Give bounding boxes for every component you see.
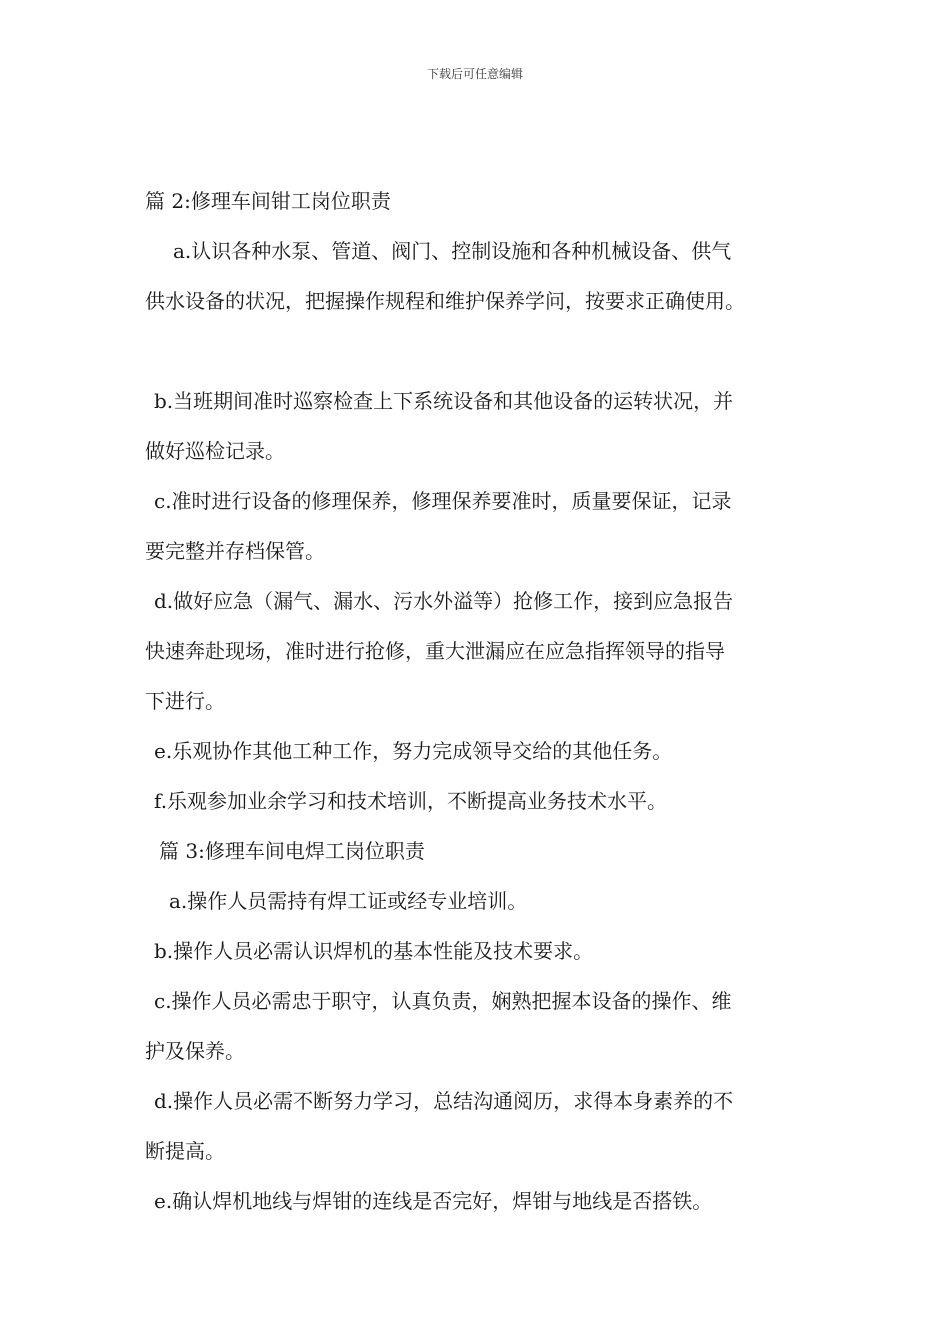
paragraph-line: e.确认焊机地线与焊钳的连线是否完好，焊钳与地线是否搭铁。: [154, 1189, 713, 1213]
paragraph-line: a.认识各种水泵、管道、阀门、控制设施和各种机械设备、供气: [173, 239, 732, 263]
section-heading-3: 篇 3:修理车间电焊工岗位职责: [159, 839, 425, 863]
paragraph-line: b.当班期间准时巡察检查上下系统设备和其他设备的运转状况，并: [154, 389, 734, 413]
document-body: [145, 176, 825, 1226]
paragraph-line: d.做好应急（漏气、漏水、污水外溢等）抢修工作，接到应急报告: [154, 589, 734, 613]
paragraph-line: d.操作人员必需不断努力学习，总结沟通阅历，求得本身素养的不: [154, 1089, 734, 1113]
paragraph-line: 下进行。: [145, 689, 225, 713]
section-heading-2: 篇 2:修理车间钳工岗位职责: [145, 189, 391, 213]
paragraph-line: 供水设备的状况，把握操作规程和维护保养学问，按要求正确使用。: [145, 289, 745, 313]
page-header-note: 下载后可任意编辑: [426, 67, 523, 81]
paragraph-line: c.准时进行设备的修理保养，修理保养要准时，质量要保证，记录: [154, 489, 732, 513]
paragraph-line: 断提高。: [145, 1139, 225, 1163]
paragraph-line: a.操作人员需持有焊工证或经专业培训。: [169, 889, 528, 913]
paragraph-line: 快速奔赴现场，准时进行抢修，重大泄漏应在应急指挥领导的指导: [145, 639, 725, 663]
paragraph-line: b.操作人员必需认识焊机的基本性能及技术要求。: [154, 939, 594, 963]
paragraph-line: 做好巡检记录。: [145, 439, 285, 463]
paragraph-line: c.操作人员必需忠于职守，认真负责，娴熟把握本设备的操作、维: [154, 989, 732, 1013]
paragraph-line: e.乐观协作其他工种工作，努力完成领导交给的其他任务。: [154, 739, 673, 763]
blank-line: [145, 326, 825, 376]
paragraph-line: f.乐观参加业余学习和技术培训，不断提高业务技术水平。: [154, 789, 668, 813]
paragraph-line: 要完整并存档保管。: [145, 539, 325, 563]
paragraph-line: 护及保养。: [145, 1039, 245, 1063]
